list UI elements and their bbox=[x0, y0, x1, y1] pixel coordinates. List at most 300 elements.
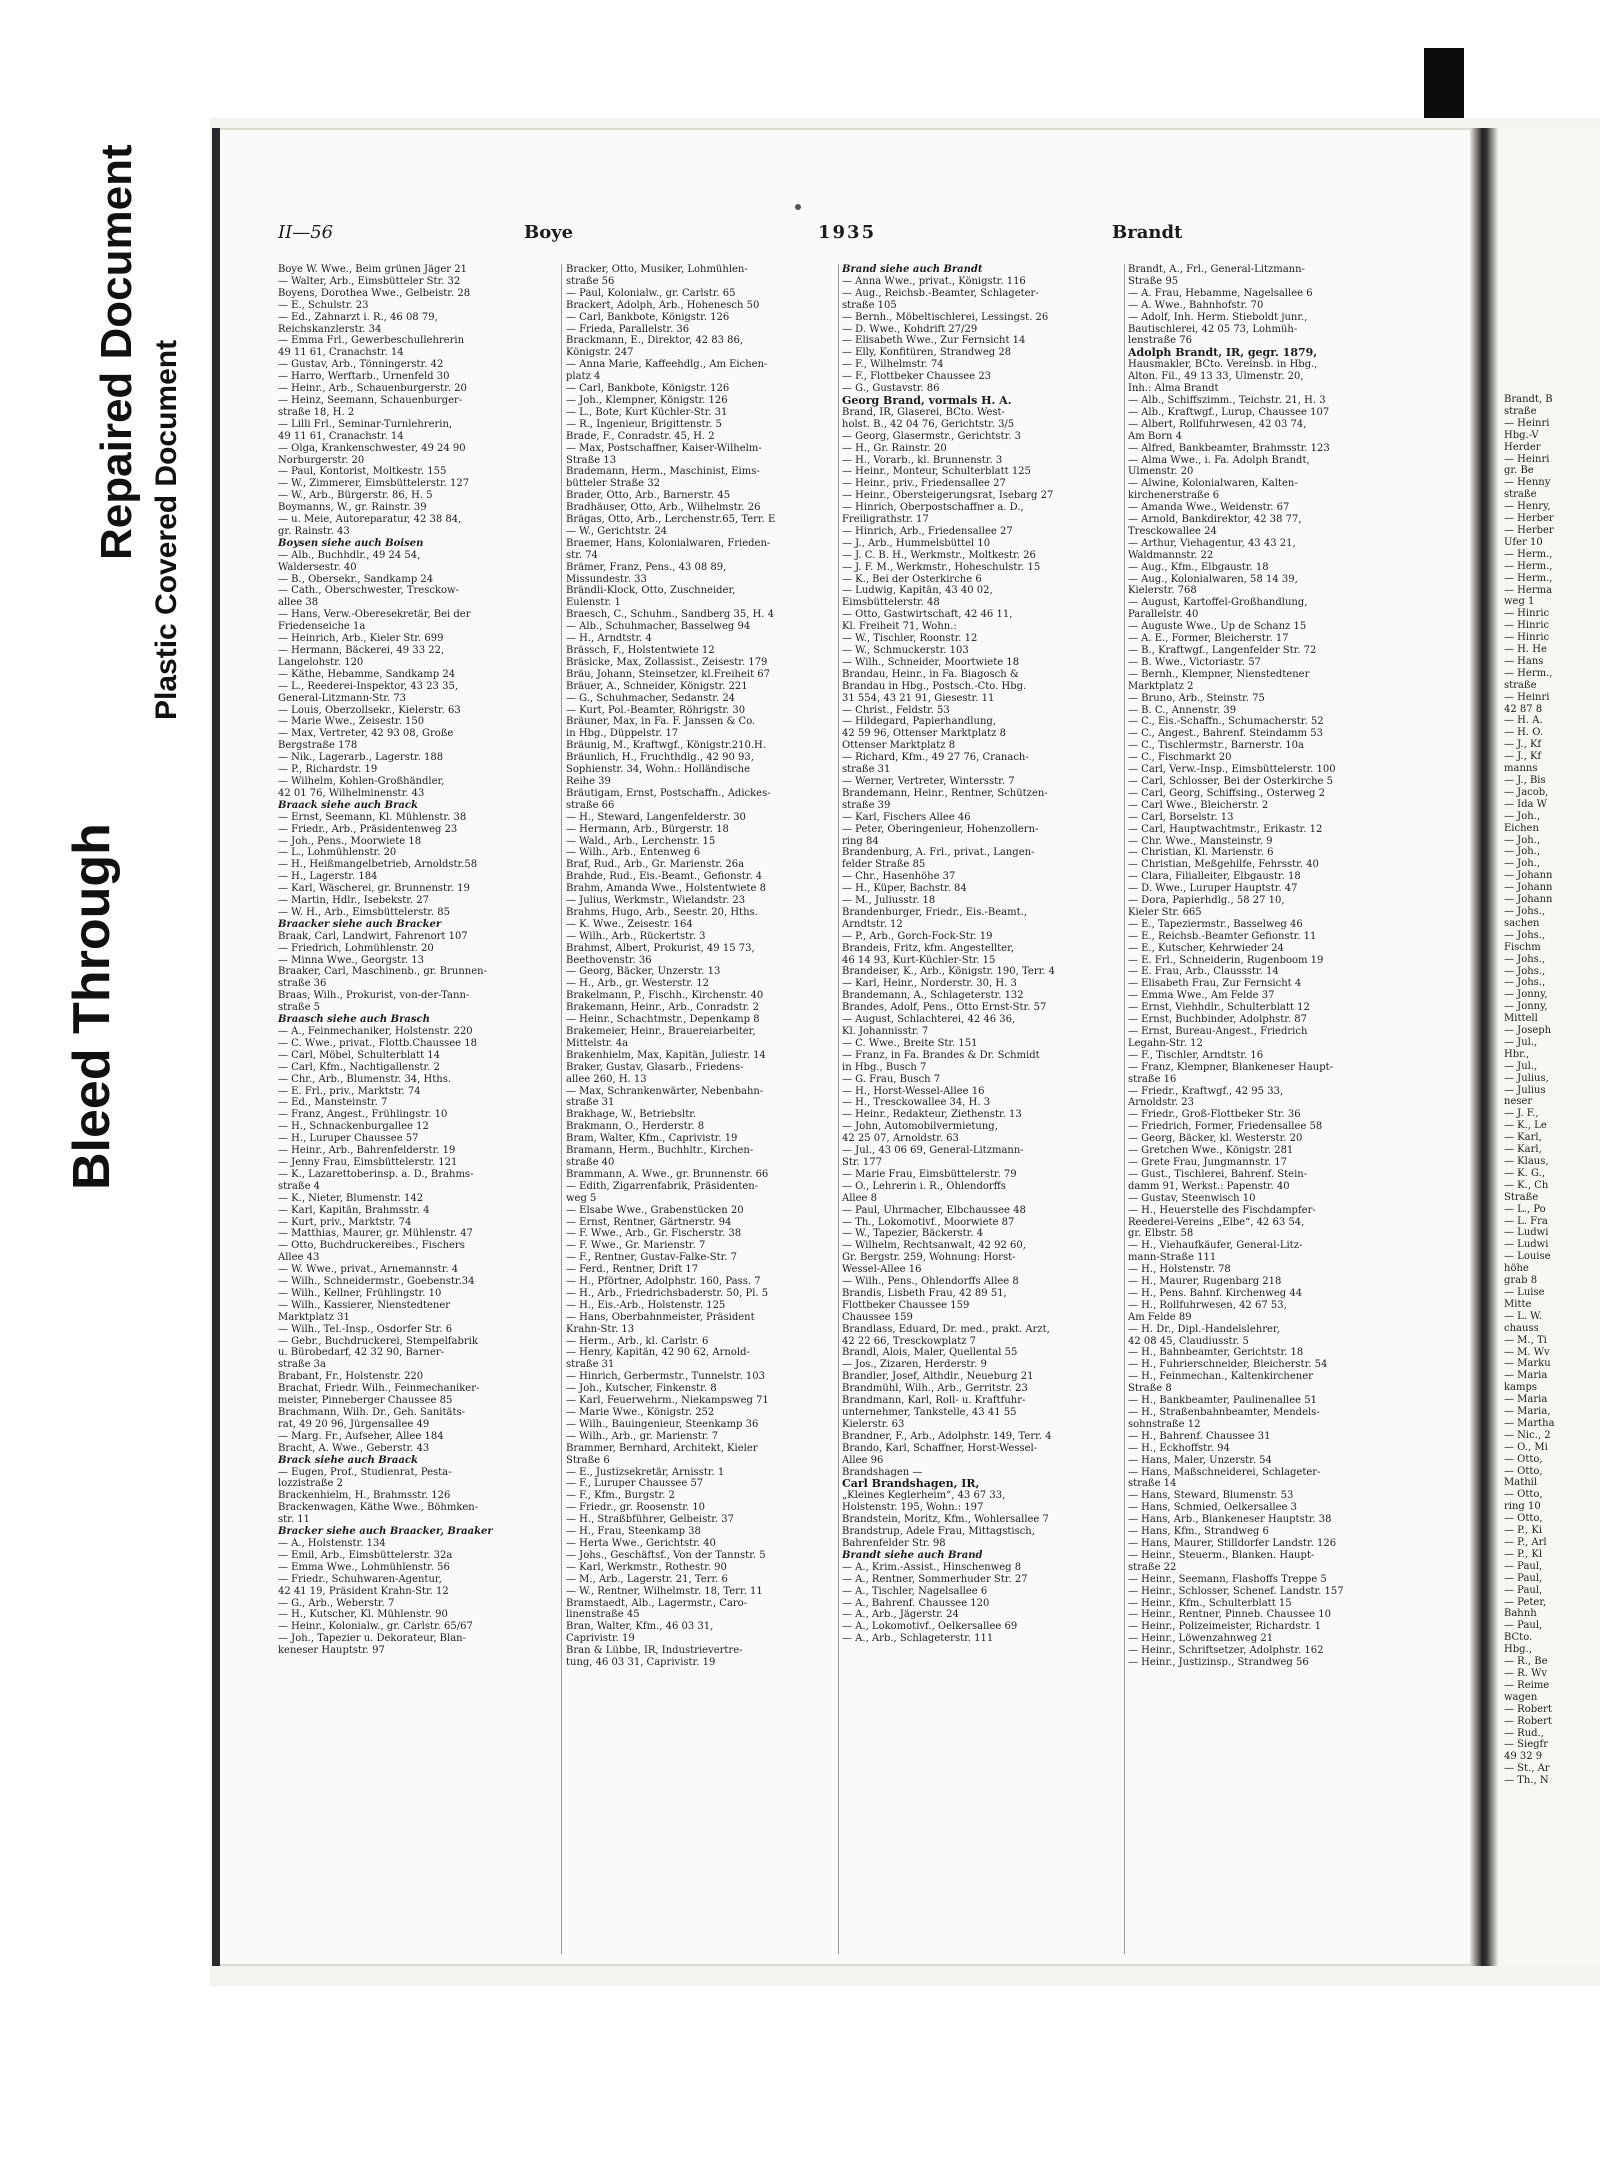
directory-entry: straße 31 bbox=[566, 1359, 615, 1371]
directory-entry: — W., Tischler, Roonstr. 12 bbox=[842, 633, 978, 645]
next-page-entry: — P., Kl bbox=[1504, 1548, 1543, 1560]
directory-entry: Braf, Rud., Arb., Gr. Marienstr. 26a bbox=[566, 859, 745, 871]
directory-entry: Adolph Brandt, IR, gegr. 1879, bbox=[1128, 347, 1318, 360]
directory-entry: Bräutigam, Ernst, Postschaffn., Adickes- bbox=[566, 787, 771, 799]
next-page-entry: — Maria bbox=[1504, 1394, 1548, 1406]
next-page-entry: — K., Le bbox=[1504, 1120, 1547, 1132]
next-page-entry: — Johs., bbox=[1504, 977, 1546, 989]
directory-entry: Am Born 4 bbox=[1128, 430, 1183, 442]
directory-entry: — G., Arb., Weberstr. 7 bbox=[278, 1597, 395, 1609]
directory-entry: — H., Tresckowallee 34, H. 3 bbox=[842, 1097, 991, 1109]
directory-entry: — Herm., Arb., kl. Carlstr. 6 bbox=[566, 1335, 709, 1347]
directory-entry: straße 36 bbox=[278, 978, 327, 990]
directory-entry: — Hermann, Arb., Bürgerstr. 18 bbox=[566, 823, 729, 835]
next-page-entry: — Martha bbox=[1504, 1417, 1555, 1429]
directory-entry: — Emil, Arb., Eimsbüttelerstr. 32a bbox=[278, 1549, 453, 1561]
directory-entry: Brahm, Amanda Wwe., Holstentwiete 8 bbox=[566, 883, 766, 895]
directory-entry: Straße 13 bbox=[566, 454, 617, 466]
directory-entry: — A. Frau, Hebamme, Nagelsallee 6 bbox=[1128, 287, 1313, 299]
directory-entry: — Wilh., Arb., Entenweg 6 bbox=[566, 847, 701, 859]
directory-columns bbox=[278, 264, 1473, 1954]
directory-entry: — Friedrich, Lohmühlenstr. 20 bbox=[278, 942, 434, 954]
directory-entry: — Heinr., Löwenzahnweg 21 bbox=[1128, 1633, 1274, 1645]
book-gutter bbox=[1470, 128, 1498, 1966]
directory-entry: — Wilh., Schneidermstr., Goebenstr.34 bbox=[278, 1276, 475, 1288]
directory-entry: — Hans, Maßschneiderei, Schlageter- bbox=[1128, 1466, 1321, 1478]
directory-entry: — Franz, Klempner, Blankeneser Haupt- bbox=[1128, 1061, 1334, 1073]
directory-entry: Brandmann, Karl, Roll- u. Kraftfuhr- bbox=[842, 1395, 1026, 1407]
next-page-entry: — Johs., bbox=[1504, 905, 1546, 917]
directory-entry: — Georg, Bäcker, kl. Westerstr. 20 bbox=[1128, 1133, 1303, 1145]
next-page-entry: — Maria bbox=[1504, 1370, 1548, 1382]
directory-entry: straße 16 bbox=[1128, 1073, 1177, 1085]
directory-entry: Bracht, A. Wwe., Geberstr. 43 bbox=[278, 1442, 430, 1454]
directory-entry: — H., Viehaufkäufer, General-Litz- bbox=[1128, 1240, 1303, 1252]
directory-entry: „Kleines Keglerheim“, 43 67 33, bbox=[842, 1490, 1006, 1502]
directory-entry: — Gretchen Wwe., Königstr. 281 bbox=[1128, 1145, 1294, 1157]
directory-entry: — Heinr., Steuerm., Blanken. Haupt- bbox=[1128, 1549, 1315, 1561]
next-page-entry: — Otto, bbox=[1504, 1453, 1543, 1465]
directory-entry: — Alwine, Kolonialwaren, Kalten- bbox=[1128, 478, 1298, 490]
directory-entry: — Heinrich, Arb., Kieler Str. 699 bbox=[278, 633, 444, 645]
directory-entry: — E., Justizsekretär, Arnisstr. 1 bbox=[566, 1466, 725, 1478]
directory-entry: 42 41 19, Präsident Krahn-Str. 12 bbox=[278, 1585, 449, 1597]
next-page-entry: — Maria, bbox=[1504, 1406, 1551, 1418]
directory-entry: Missundestr. 33 bbox=[566, 573, 647, 585]
directory-entry: Brandau, Heinr., in Fa. Biagosch & bbox=[842, 668, 1019, 680]
directory-entry: Brandstein, Moritz, Kfm., Wohlersallee 7 bbox=[842, 1514, 1049, 1526]
directory-entry: Kieler Str. 665 bbox=[1128, 906, 1202, 918]
directory-entry: — H., Heuerstelle des Fischdampfer- bbox=[1128, 1204, 1316, 1216]
next-page-entry: weg 1 bbox=[1504, 596, 1535, 608]
directory-entry: — E. Frl., Schneiderin, Rugenboom 19 bbox=[1128, 954, 1324, 966]
directory-entry: — Ludwig, Kapitän, 43 40 02, bbox=[842, 585, 993, 597]
next-page-entry: — Johs., bbox=[1504, 965, 1546, 977]
directory-entry: felder Straße 85 bbox=[842, 859, 926, 871]
next-page-entry: — Johann bbox=[1504, 870, 1553, 882]
directory-entry: Brackenwagen, Käthe Wwe., Böhmken- bbox=[278, 1502, 479, 1514]
next-page-entry: — Herma bbox=[1504, 584, 1553, 596]
directory-entry: — H. Dr., Dipl.-Handelslehrer, bbox=[1128, 1323, 1280, 1335]
directory-entry: Braas, Wilh., Prokurist, von-der-Tann- bbox=[278, 990, 470, 1002]
directory-entry: Carl Brandshagen, IR, bbox=[842, 1478, 980, 1491]
directory-entry: Norburgerstr. 20 bbox=[278, 454, 365, 466]
directory-entry: — Ernst, Rentner, Gärtnerstr. 94 bbox=[566, 1216, 732, 1228]
next-page-entry: gr. Be bbox=[1504, 465, 1534, 477]
directory-entry: — Ernst, Seemann, Kl. Mühlenstr. 38 bbox=[278, 811, 467, 823]
directory-entry: Friedenseiche 1a bbox=[278, 621, 366, 633]
directory-entry: — H., Heißmangelbetrieb, Arnoldstr.58 bbox=[278, 859, 478, 871]
directory-entry: 42 01 76, Wilhelminenstr. 43 bbox=[278, 787, 425, 799]
directory-entry: Braemer, Hans, Kolonialwaren, Frieden- bbox=[566, 537, 771, 549]
directory-entry: Boyens, Dorothea Wwe., Gelbeistr. 28 bbox=[278, 287, 471, 299]
directory-entry: — Emma Wwe., Lohmühlenstr. 56 bbox=[278, 1561, 450, 1573]
directory-entry: — Paul, Uhrmacher, Elbchaussee 48 bbox=[842, 1204, 1026, 1216]
directory-entry: General-Litzmann-Str. 73 bbox=[278, 692, 407, 704]
directory-entry: Brandeis, Fritz, kfm. Angestellter, bbox=[842, 942, 1014, 954]
directory-entry: — G., Gustavstr. 86 bbox=[842, 383, 940, 395]
directory-entry: — Ed., Zahnarzt i. R., 46 08 79, bbox=[278, 311, 438, 323]
directory-entry: — Carl, Verw.-Insp., Eimsbüttelerstr. 100 bbox=[1128, 764, 1336, 776]
column-4 bbox=[1128, 264, 1400, 1954]
directory-entry: — Christian, Meßgehilfe, Fehrsstr. 40 bbox=[1128, 859, 1319, 871]
directory-entry: — Alma Wwe., i. Fa. Adolph Brandt, bbox=[1128, 454, 1310, 466]
directory-entry: — Carl, Borselstr. 13 bbox=[1128, 811, 1234, 823]
directory-entry: — Wilh., Tel.-Insp., Osdorfer Str. 6 bbox=[278, 1323, 453, 1335]
directory-entry: Sophienstr. 34, Wohn.: Holländische bbox=[566, 764, 750, 776]
directory-entry: Am Felde 89 bbox=[1128, 1311, 1192, 1323]
directory-entry: Caprivistr. 19 bbox=[566, 1633, 635, 1645]
next-page-entry: — Jonny, bbox=[1504, 989, 1548, 1001]
next-page-entry: — Johann bbox=[1504, 882, 1553, 894]
directory-entry: Waldersestr. 40 bbox=[278, 561, 357, 573]
directory-entry: 42 08 45, Claudiusstr. 5 bbox=[1128, 1335, 1249, 1347]
directory-entry: — E., Kutscher, Kehrwieder 24 bbox=[1128, 942, 1284, 954]
directory-entry: Brakenhielm, Max, Kapitän, Juliestr. 14 bbox=[566, 1049, 766, 1061]
directory-entry: Brademann, Herm., Maschinist, Eims- bbox=[566, 466, 760, 478]
directory-entry: Bracker, Otto, Musiker, Lohmühlen- bbox=[566, 264, 748, 275]
next-page-entry: — J. F., bbox=[1504, 1108, 1539, 1120]
directory-entry: straße 105 bbox=[842, 299, 897, 311]
directory-entry: — Joh., Klempner, Königstr. 126 bbox=[566, 394, 728, 406]
directory-entry: Brando, Karl, Schaffner, Horst-Wessel- bbox=[842, 1442, 1038, 1454]
directory-entry: — Heinr., Kfm., Schulterblatt 15 bbox=[1128, 1597, 1292, 1609]
directory-entry: — Heinr., priv., Friedensallee 27 bbox=[842, 478, 1006, 490]
directory-entry: tung, 46 03 31, Caprivistr. 19 bbox=[566, 1657, 716, 1669]
directory-entry: — H., Arndtstr. 4 bbox=[566, 633, 652, 645]
directory-entry: Brakemann, Heinr., Arb., Conradstr. 2 bbox=[566, 1002, 759, 1014]
directory-entry: in Hbg., Düppelstr. 17 bbox=[566, 728, 679, 740]
directory-entry: in Hbg., Busch 7 bbox=[842, 1061, 927, 1073]
next-page-entry: — Henny bbox=[1504, 477, 1551, 489]
next-page-entry: Bahnh bbox=[1504, 1608, 1537, 1620]
directory-entry: — F., Flottbeker Chaussee 23 bbox=[842, 371, 992, 383]
directory-entry: — C. Wwe., privat., Flottb.Chaussee 18 bbox=[278, 1037, 477, 1049]
directory-entry: — Joh., Kutscher, Finkenstr. 8 bbox=[566, 1383, 717, 1395]
directory-entry: Str. 177 bbox=[842, 1156, 882, 1168]
directory-entry: kirchenerstraße 6 bbox=[1128, 490, 1220, 502]
directory-entry: Inh.: Alma Brandt bbox=[1128, 383, 1219, 395]
directory-entry: Boymanns, W., gr. Rainstr. 39 bbox=[278, 502, 427, 514]
directory-entry: Brandt, A., Frl., General-Litzmann- bbox=[1128, 264, 1305, 275]
directory-entry: — Eugen, Prof., Studienrat, Pesta- bbox=[278, 1466, 452, 1478]
directory-entry: bütteler Straße 32 bbox=[566, 478, 660, 490]
directory-entry: — Heinr., Arb., Schauenburgerstr. 20 bbox=[278, 383, 467, 395]
directory-entry: Brandemann, A., Schlageterstr. 132 bbox=[842, 990, 1024, 1002]
next-page-entry: — Julius, bbox=[1504, 1072, 1549, 1084]
directory-entry: 49 11 61, Cranachstr. 14 bbox=[278, 430, 404, 442]
directory-entry: — P., Richardstr. 19 bbox=[278, 764, 378, 776]
column-1 bbox=[278, 264, 558, 1954]
directory-entry: Brandeiser, K., Arb., Königstr. 190, Terr. 4 bbox=[842, 966, 1055, 978]
directory-entry: — Karl, Feuerwehrm., Niekampsweg 71 bbox=[566, 1395, 769, 1407]
directory-entry: — Wilh., Schneider, Moortwiete 18 bbox=[842, 656, 1020, 668]
directory-entry: — Jenny Frau, Eimsbüttelerstr. 121 bbox=[278, 1156, 458, 1168]
directory-entry: — H., Horst-Wessel-Allee 16 bbox=[842, 1085, 985, 1097]
next-page-entry: 42 87 8 bbox=[1504, 703, 1543, 715]
column-3 bbox=[842, 264, 1124, 1954]
directory-entry: — F., Rentner, Gustav-Falke-Str. 7 bbox=[566, 1252, 738, 1264]
next-page-entry: — O., Mi bbox=[1504, 1441, 1548, 1453]
directory-entry: Bautischlerei, 42 05 73, Lohmüh- bbox=[1128, 323, 1298, 335]
directory-entry: Brandenburg, A. Frl., privat., Langen- bbox=[842, 847, 1035, 859]
directory-entry: — H., Pens. Bahnf. Kirchenweg 44 bbox=[1128, 1287, 1303, 1299]
directory-entry: Wessel-Allee 16 bbox=[842, 1264, 922, 1276]
directory-entry: Brahmst, Albert, Prokurist, 49 15 73, bbox=[566, 942, 755, 954]
next-page-entry: — Paul, bbox=[1504, 1584, 1543, 1596]
page-header bbox=[278, 222, 1478, 250]
directory-entry: — C., Fischmarkt 20 bbox=[1128, 752, 1232, 764]
directory-entry: — Georg, Glasermstr., Gerichtstr. 3 bbox=[842, 430, 1021, 442]
directory-entry: — A., Rentner, Sommerhuder Str. 27 bbox=[842, 1573, 1028, 1585]
directory-entry: Bran, Walter, Kfm., 46 03 31, bbox=[566, 1621, 714, 1633]
directory-entry: — B. Wwe., Victoriastr. 57 bbox=[1128, 656, 1261, 668]
directory-entry: — Wilh., Arb., Rückertstr. 3 bbox=[566, 930, 706, 942]
directory-entry: straße 31 bbox=[842, 764, 891, 776]
directory-entry: Allee 8 bbox=[842, 1192, 877, 1204]
next-page-entry: — Herm., bbox=[1504, 572, 1553, 584]
next-page-entry: — Herm., bbox=[1504, 667, 1553, 679]
directory-entry: Bradhäuser, Otto, Arb., Wilhelmstr. 26 bbox=[566, 502, 761, 514]
directory-entry: — Friedr., Kraftwgf., 42 95 33, bbox=[1128, 1085, 1284, 1097]
directory-entry: — O., Lehrerin i. R., Ohlendorffs bbox=[842, 1180, 1006, 1192]
directory-entry: Marktplatz 2 bbox=[1128, 680, 1194, 692]
next-page-entry: — Joh., bbox=[1504, 858, 1541, 870]
directory-entry: — Heinr., Redakteur, Ziethenstr. 13 bbox=[842, 1109, 1022, 1121]
directory-entry: Straße 95 bbox=[1128, 275, 1179, 287]
directory-entry: — Dora, Papierhdlg., 58 27 10, bbox=[1128, 895, 1285, 907]
directory-entry: — Marie Wwe., Königstr. 252 bbox=[566, 1407, 715, 1418]
directory-entry: Beethovenstr. 36 bbox=[566, 954, 652, 966]
directory-entry: — Louis, Oberzollsekr., Kielerstr. 63 bbox=[278, 704, 461, 716]
next-page-entry: straße bbox=[1504, 679, 1537, 691]
directory-entry: Boye W. Wwe., Beim grünen Jäger 21 bbox=[278, 264, 467, 275]
next-page-entry: Hbg.-V bbox=[1504, 429, 1539, 441]
directory-entry: — Minna Wwe., Georgstr. 13 bbox=[278, 954, 424, 966]
directory-entry: Brackmann, E., Direktor, 42 83 86, bbox=[566, 335, 744, 347]
directory-entry: — Franz, Angest., Frühlingstr. 10 bbox=[278, 1109, 448, 1121]
directory-entry: — Käthe, Hebamme, Sandkamp 24 bbox=[278, 668, 456, 680]
directory-entry: — Karl, Heinr., Norderstr. 30, H. 3 bbox=[842, 978, 1017, 990]
next-page-entry: straße bbox=[1504, 489, 1537, 501]
directory-entry: — Walter, Arb., Eimsbütteler Str. 32 bbox=[278, 275, 461, 287]
directory-entry: Bräu, Johann, Steinsetzer, kl.Freiheit 67 bbox=[566, 668, 771, 680]
directory-entry: — Heinr., Schriftsetzer, Adolphstr. 162 bbox=[1128, 1645, 1324, 1657]
directory-entry: — Ernst, Bureau-Angest., Friedrich bbox=[1128, 1026, 1308, 1037]
directory-entry: — H., Straßbführer, Gelbeistr. 37 bbox=[566, 1514, 734, 1526]
directory-entry: Boysen siehe auch Boisen bbox=[278, 537, 424, 549]
directory-entry: — H., Feinmechan., Kaltenkirchener bbox=[1128, 1371, 1313, 1383]
next-page-entry: Hbr., bbox=[1504, 1048, 1530, 1060]
directory-entry: — Heinr., Schachtmstr., Depenkamp 8 bbox=[566, 1014, 760, 1026]
directory-entry: — B. C., Annenstr. 39 bbox=[1128, 704, 1237, 716]
directory-entry: — G. Frau, Busch 7 bbox=[842, 1073, 941, 1085]
directory-entry: — Paul, Kontorist, Moltkestr. 155 bbox=[278, 466, 447, 478]
directory-entry: Georg Brand, vormals H. A. bbox=[842, 394, 1012, 407]
directory-entry: — Carl, Kfm., Nachtigallenstr. 2 bbox=[278, 1061, 440, 1073]
directory-entry: — Hans, Oberbahnmeister, Präsident bbox=[566, 1311, 755, 1323]
directory-entry: — J., Arb., Hummelsbüttel 10 bbox=[842, 537, 991, 549]
directory-entry: — Bernh., Möbeltischlerei, Lessingst. 26 bbox=[842, 311, 1049, 323]
directory-entry: lozzistraße 2 bbox=[278, 1478, 343, 1490]
directory-entry: — Carl, Möbel, Schulterblatt 14 bbox=[278, 1049, 441, 1061]
directory-entry: Bram, Walter, Kfm., Caprivistr. 19 bbox=[566, 1133, 738, 1145]
directory-entry: — Hans, Arb., Blankeneser Hauptstr. 38 bbox=[1128, 1514, 1332, 1526]
directory-entry: — H., Pförtner, Adolphstr. 160, Pass. 7 bbox=[566, 1276, 761, 1288]
directory-entry: — Amanda Wwe., Weidenstr. 67 bbox=[1128, 502, 1290, 514]
directory-entry: — Heinr., Obersteigerungsrat, Isebarg 27 bbox=[842, 490, 1054, 502]
directory-entry: — A. Wwe., Bahnhofstr. 70 bbox=[1128, 299, 1264, 311]
directory-entry: — Friedr., Arb., Präsidentenweg 23 bbox=[278, 823, 458, 835]
directory-entry: — Christian, Kl. Marienstr. 6 bbox=[1128, 847, 1274, 859]
directory-entry: Kielerstr. 63 bbox=[842, 1418, 905, 1430]
directory-entry: — B., Kraftwgf., Langenfelder Str. 72 bbox=[1128, 645, 1317, 656]
next-page-entry: — Heinri bbox=[1504, 453, 1550, 465]
directory-entry: — K., Nieter, Blumenstr. 142 bbox=[278, 1192, 424, 1204]
directory-entry: — R., Ingenieur, Brigittenstr. 5 bbox=[566, 418, 722, 430]
directory-entry: Brandstrup, Adele Frau, Mittagstisch, bbox=[842, 1526, 1035, 1538]
next-page-entry: — P., Ki bbox=[1504, 1525, 1543, 1537]
directory-entry: — M., Arb., Lagerstr. 21, Terr. 6 bbox=[566, 1573, 728, 1585]
directory-entry: — W. H., Arb., Eimsbüttelerstr. 85 bbox=[278, 906, 450, 918]
directory-entry: — Kurt, Pol.-Beamter, Röhrigstr. 30 bbox=[566, 704, 746, 716]
directory-entry: — Marie Wwe., Zeisestr. 150 bbox=[278, 716, 425, 728]
directory-entry: — H., Steward, Langenfelderstr. 30 bbox=[566, 811, 746, 823]
directory-entry: 49 11 61, Cranachstr. 14 bbox=[278, 347, 404, 359]
next-page-entry: Fischm bbox=[1504, 941, 1541, 953]
directory-entry: — A. E., Former, Bleicherstr. 17 bbox=[1128, 633, 1289, 645]
next-page-entry: — L. Fra bbox=[1504, 1215, 1548, 1227]
directory-entry: Braaker, Carl, Maschinenb., gr. Brunnen- bbox=[278, 966, 487, 978]
next-page-entry: — Otto, bbox=[1504, 1513, 1543, 1525]
directory-entry: — John, Automobilvermietung, bbox=[842, 1121, 998, 1133]
directory-entry: Parallelstr. 40 bbox=[1128, 609, 1199, 621]
next-page-entry: — Joh., bbox=[1504, 834, 1541, 846]
directory-entry: — W. Wwe., privat., Arnemannstr. 4 bbox=[278, 1264, 459, 1276]
next-page-entry: — Jacob, bbox=[1504, 786, 1549, 798]
next-page-entry: — Rud., bbox=[1504, 1727, 1544, 1739]
directory-entry: — Friedrich, Former, Friedensallee 58 bbox=[1128, 1121, 1323, 1133]
directory-entry: Braack siehe auch Brack bbox=[278, 799, 418, 811]
next-page-entry: — Ludwi bbox=[1504, 1239, 1549, 1251]
directory-entry: — L., Reederei-Inspektor, 43 23 35, bbox=[278, 680, 459, 692]
directory-entry: — Werner, Vertreter, Wintersstr. 7 bbox=[842, 775, 1015, 787]
directory-entry: Bräuer, A., Schneider, Königstr. 221 bbox=[566, 680, 748, 692]
directory-entry: Brandshagen — bbox=[842, 1466, 923, 1478]
directory-entry: Brakelmann, P., Fischh., Kirchenstr. 40 bbox=[566, 990, 764, 1002]
directory-entry: — Anna Marie, Kaffeehdlg., Am Eichen- bbox=[566, 359, 768, 371]
next-page-strip bbox=[1498, 128, 1600, 1966]
next-page-entry: — R. Wv bbox=[1504, 1667, 1547, 1679]
directory-entry: weg 5 bbox=[566, 1192, 597, 1204]
directory-entry: Braacker siehe auch Bracker bbox=[278, 918, 442, 930]
directory-entry: Braesch, C., Schuhm., Sandberg 35, H. 4 bbox=[566, 609, 775, 621]
directory-entry: — Grete Frau, Jungmannstr. 17 bbox=[1128, 1156, 1287, 1168]
directory-entry: — C., Tischlermstr., Barnerstr. 10a bbox=[1128, 740, 1304, 752]
directory-entry: Kielerstr. 768 bbox=[1128, 585, 1197, 597]
next-page-entry: — Paul, bbox=[1504, 1620, 1543, 1632]
next-page-entry: — J., Kf bbox=[1504, 739, 1542, 751]
directory-entry: — H., Holstenstr. 78 bbox=[1128, 1264, 1231, 1276]
directory-entry: — L., Bote, Kurt Küchler-Str. 31 bbox=[566, 406, 728, 418]
directory-entry: Ottenser Marktplatz 8 bbox=[842, 740, 956, 752]
directory-entry: Brakmann, O., Herderstr. 8 bbox=[566, 1121, 705, 1133]
directory-entry: — W., Rentner, Wilhelmstr. 18, Terr. 11 bbox=[566, 1585, 763, 1597]
directory-entry: — Aug., Kfm., Elbgaustr. 18 bbox=[1128, 561, 1269, 573]
directory-entry: — Wilhelm, Rechtsanwalt, 42 92 60, bbox=[842, 1240, 1026, 1252]
directory-entry: meister, Pinneberger Chaussee 85 bbox=[278, 1395, 453, 1407]
directory-entry: Bräunig, M., Kraftwgf., Königstr.210.H. bbox=[566, 740, 766, 752]
directory-entry: — W., Zimmerer, Eimsbüttelerstr. 127 bbox=[278, 478, 470, 490]
directory-entry: — H., Fuhrierschneider, Bleicherstr. 54 bbox=[1128, 1359, 1328, 1371]
next-page-entry: — Luise bbox=[1504, 1286, 1545, 1298]
next-page-entry: — R., Be bbox=[1504, 1656, 1548, 1668]
next-page-entry: — Julius bbox=[1504, 1084, 1546, 1096]
directory-entry: — Marg. Fr., Aufseher, Allee 184 bbox=[278, 1430, 444, 1442]
directory-entry: Reichskanzlerstr. 34 bbox=[278, 323, 382, 335]
directory-entry: straße 4 bbox=[278, 1180, 321, 1192]
directory-entry: — H., Küper, Bachstr. 84 bbox=[842, 883, 967, 895]
directory-entry: — F., Luruper Chaussee 57 bbox=[566, 1478, 704, 1490]
next-page-entry: — M. Wv bbox=[1504, 1346, 1550, 1358]
next-page-entry: — Hinric bbox=[1504, 608, 1550, 620]
next-page-entry: — H. He bbox=[1504, 644, 1547, 656]
directory-entry: — Jul., 43 06 69, General-Litzmann- bbox=[842, 1145, 1024, 1157]
directory-entry: — K., Lazarettoberinsp. a. D., Brahms- bbox=[278, 1168, 474, 1180]
directory-entry: Brand siehe auch Brandt bbox=[842, 264, 983, 275]
column-2 bbox=[566, 264, 846, 1954]
directory-entry: — Johs., Geschäftsf., Von der Tannstr. 5 bbox=[566, 1549, 766, 1561]
directory-entry: Brandemann, Heinr., Rentner, Schützen- bbox=[842, 787, 1048, 799]
directory-entry: — A., Holstenstr. 134 bbox=[278, 1537, 386, 1549]
directory-entry: Holstenstr. 195, Wohn.: 197 bbox=[842, 1502, 984, 1514]
directory-entry: — Chr. Wwe., Mansteinstr. 9 bbox=[1128, 835, 1273, 847]
directory-entry: Straße 8 bbox=[1128, 1383, 1172, 1395]
directory-entry: — Otto, Buchdruckereibes., Fischers bbox=[278, 1240, 465, 1252]
next-page-entry: Herder bbox=[1504, 441, 1541, 453]
directory-entry: straße 22 bbox=[1128, 1561, 1177, 1573]
directory-entry: Arndtstr. 12 bbox=[842, 918, 903, 930]
directory-entry: — Ernst, Buchbinder, Adolphstr. 87 bbox=[1128, 1014, 1308, 1026]
directory-entry: Kl. Freiheit 71, Wohn.: bbox=[842, 621, 957, 633]
directory-entry: — Alfred, Bankbeamter, Brahmsstr. 123 bbox=[1128, 442, 1330, 454]
directory-entry: Brägas, Otto, Arb., Lerchenstr.65, Terr. E bbox=[566, 514, 776, 526]
directory-entry: — Kurt, priv., Marktstr. 74 bbox=[278, 1216, 412, 1228]
next-page-lines bbox=[1504, 394, 1600, 1787]
directory-entry: Bräuner, Max, in Fa. F. Janssen & Co. bbox=[566, 716, 756, 728]
directory-entry: unternehmer, Tankstelle, 43 41 55 bbox=[842, 1407, 1017, 1418]
directory-entry: — Martin, Hdlr., Isebekstr. 27 bbox=[278, 895, 430, 907]
directory-entry: Brade, F., Conradstr. 45, H. 2 bbox=[566, 430, 715, 442]
directory-entry: — M., Juliusstr. 18 bbox=[842, 895, 936, 907]
directory-entry: — Hinrich, Arb., Friedensallee 27 bbox=[842, 525, 1013, 537]
directory-entry: — Aug., Kolonialwaren, 58 14 39, bbox=[1128, 573, 1298, 585]
directory-entry: — E., Tapeziermstr., Basselweg 46 bbox=[1128, 918, 1303, 930]
next-page-entry: — Karl, bbox=[1504, 1144, 1542, 1156]
directory-entry: straße 14 bbox=[1128, 1478, 1177, 1490]
directory-entry: — Aug., Reichsb.-Beamter, Schlageter- bbox=[842, 287, 1039, 299]
directory-entry: — Heinr., Seemann, Flashoffs Treppe 5 bbox=[1128, 1573, 1327, 1585]
directory-entry: — H., Schnackenburgallee 12 bbox=[278, 1121, 429, 1133]
directory-entry: Straße 6 bbox=[566, 1454, 610, 1466]
next-page-entry: — Jul., bbox=[1504, 1060, 1538, 1072]
directory-entry: straße 66 bbox=[566, 799, 615, 811]
next-page-entry: — Hinric bbox=[1504, 620, 1550, 632]
directory-entry: — Bruno, Arb., Steinstr. 75 bbox=[1128, 692, 1265, 704]
next-page-entry: — H. A. bbox=[1504, 715, 1543, 727]
directory-entry: — Albert, Rollfuhrwesen, 42 03 74, bbox=[1128, 418, 1307, 430]
directory-entry: sohnstraße 12 bbox=[1128, 1418, 1201, 1430]
